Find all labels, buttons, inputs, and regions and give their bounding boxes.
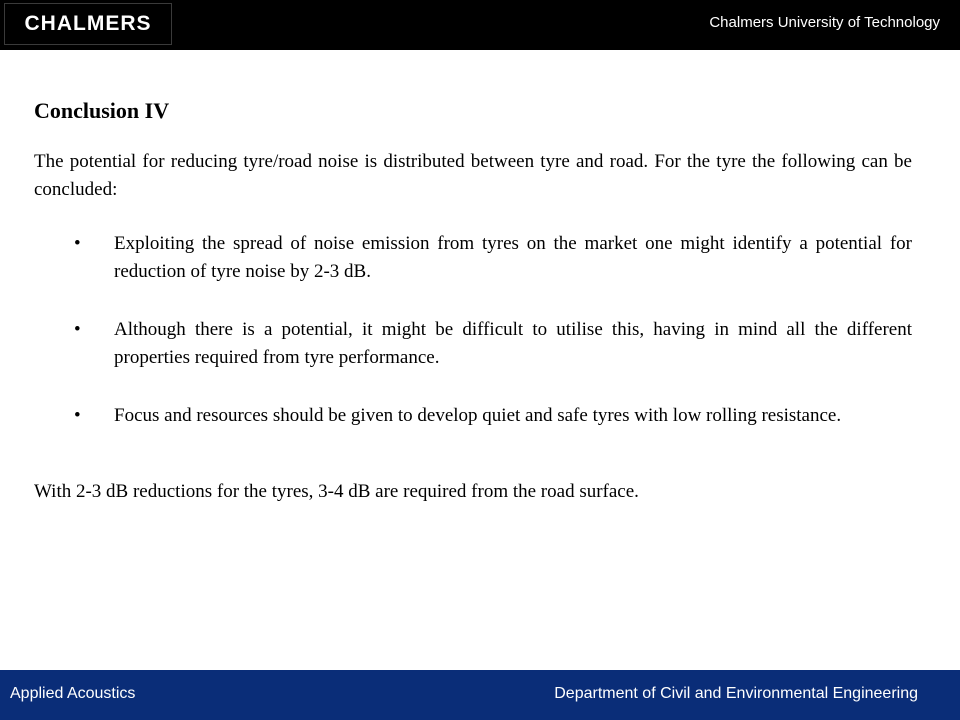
- chalmers-logo: [4, 3, 172, 45]
- footer-bar: [0, 670, 960, 720]
- bullet-item: [34, 230, 912, 286]
- intro-paragraph: The potential for reducing tyre/road noise is distributed between tyre and road. For the tyre the following can be concluded:: [34, 151, 912, 200]
- bullet-text: Although there is a potential, it might be difficult to utilise this, having in mind all the different properties required from tyre performance.: [114, 319, 912, 368]
- closing-paragraph: With 2-3 dB reductions for the tyres, 3-4 dB are required from the road surface.: [34, 481, 639, 502]
- header-bar: [0, 0, 960, 50]
- footer-course: Applied Acoustics: [10, 685, 136, 702]
- bullet-icon: •: [74, 319, 81, 340]
- slide-title: Conclusion IV: [34, 98, 170, 123]
- bullet-item: [34, 402, 912, 430]
- bullet-text: Exploiting the spread of noise emission from tyres on the market one might identify a potential for reduction of tyre noise by 2-3 dB.: [114, 233, 912, 282]
- bullet-item: [34, 316, 912, 372]
- bullet-icon: •: [74, 405, 81, 426]
- footer-department: Department of Civil and Environmental Engineering: [554, 685, 918, 702]
- bullet-list: [34, 230, 912, 430]
- slide-content: [34, 98, 912, 506]
- logo-text: CHALMERS: [24, 12, 152, 35]
- bullet-text: Focus and resources should be given to develop quiet and safe tyres with low rolling resistance.: [114, 405, 842, 426]
- bullet-icon: •: [74, 233, 81, 254]
- institution-name: Chalmers University of Technology: [709, 14, 940, 31]
